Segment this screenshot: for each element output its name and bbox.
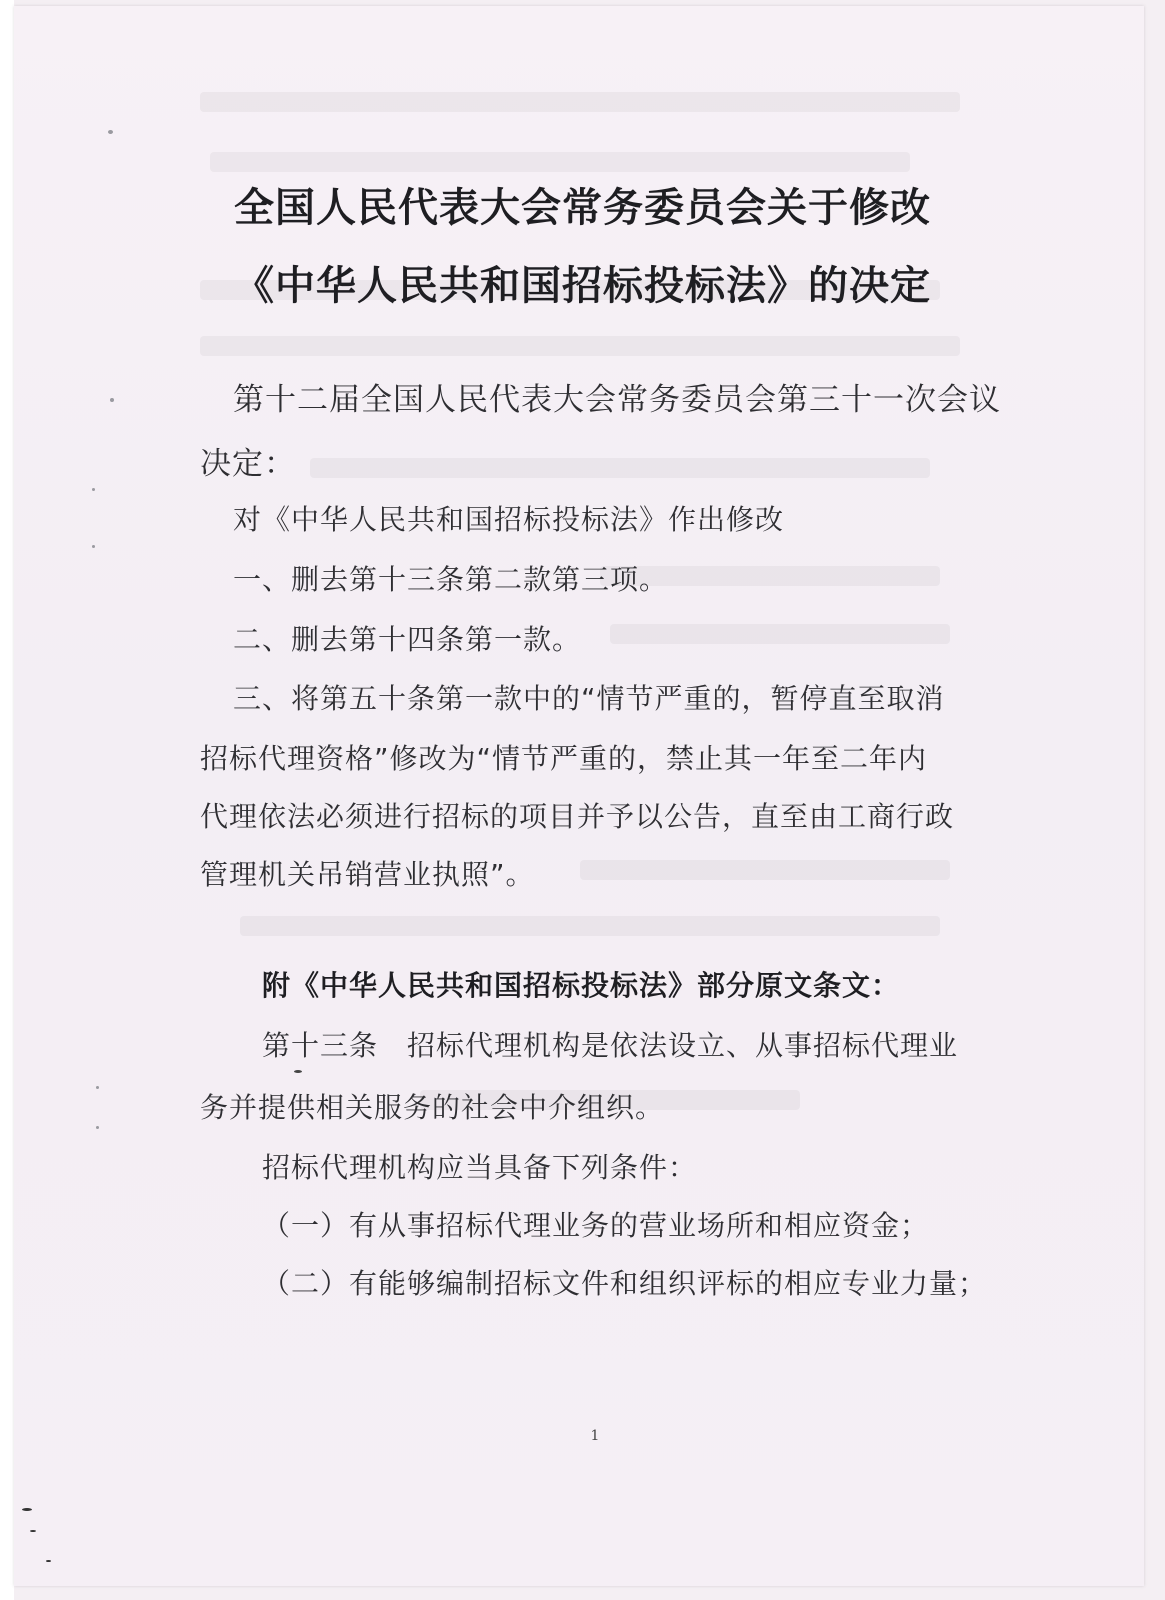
show-through-decoration <box>200 92 960 112</box>
show-through-decoration <box>310 458 930 478</box>
scan-margin <box>0 0 14 1600</box>
amendment-item-3-line-1: 三、将第五十条第一款中的“情节严重的，暂停直至取消 <box>233 682 945 715</box>
scan-speck <box>108 130 113 134</box>
document-title-line-2: 《中华人民共和国招标投标法》的决定 <box>234 263 931 309</box>
show-through-decoration <box>200 336 960 356</box>
amendment-item-1: 一、删去第十三条第二款第三项。 <box>233 563 669 596</box>
scan-speck <box>92 545 95 548</box>
show-through-decoration <box>210 152 910 172</box>
amendment-item-3-line-3: 代理依法必须进行招标的项目并予以公告，直至由工商行政 <box>200 800 955 833</box>
scan-speck <box>46 1560 51 1562</box>
scan-speck <box>96 1086 99 1089</box>
intro-line: 对《中华人民共和国招标投标法》作出修改 <box>233 503 785 536</box>
condition-1: （一）有从事招标代理业务的营业场所和相应资金； <box>262 1209 930 1242</box>
show-through-decoration <box>610 624 950 644</box>
amendment-item-3-line-4: 管理机关吊销营业执照”。 <box>200 858 535 891</box>
appendix-heading: 附《中华人民共和国招标投标法》部分原文条文： <box>262 969 901 1002</box>
show-through-decoration <box>240 916 940 936</box>
scan-speck <box>30 1530 36 1532</box>
scan-speck <box>294 1070 302 1073</box>
preamble-line-2: 决定： <box>200 446 296 482</box>
preamble-line-1: 第十二届全国人民代表大会常务委员会第三十一次会议 <box>233 382 1001 418</box>
scan-speck <box>22 1508 32 1511</box>
page-number: 1 <box>590 1428 600 1444</box>
article-13-line-1: 第十三条 招标代理机构是依法设立、从事招标代理业 <box>262 1029 959 1062</box>
scan-speck <box>110 398 114 402</box>
scan-speck <box>92 488 95 491</box>
condition-2: （二）有能够编制招标文件和组织评标的相应专业力量； <box>262 1267 988 1300</box>
article-13-line-2: 务并提供相关服务的社会中介组织。 <box>200 1091 665 1124</box>
scan-speck <box>96 1126 99 1129</box>
show-through-decoration <box>580 860 950 880</box>
document-title-line-1: 全国人民代表大会常务委员会关于修改 <box>234 185 931 231</box>
conditions-intro: 招标代理机构应当具备下列条件： <box>262 1151 698 1184</box>
amendment-item-3-line-2: 招标代理资格”修改为“情节严重的，禁止其一年至二年内 <box>200 742 928 775</box>
amendment-item-2: 二、删去第十四条第一款。 <box>233 623 582 656</box>
